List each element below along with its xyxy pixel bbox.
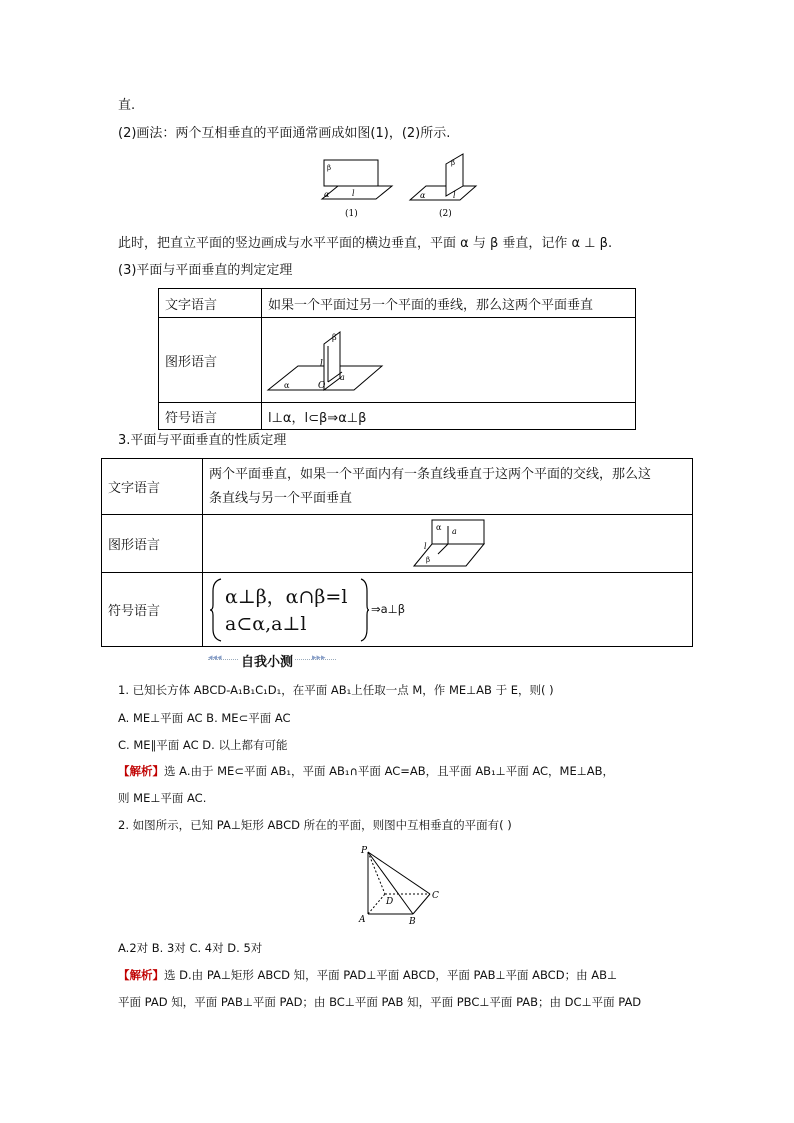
text-line: (3)平面与平面垂直的判定定理 — [118, 263, 293, 278]
figure-caption: (2) — [439, 209, 452, 219]
analysis-tag: 【解析】 — [118, 764, 164, 778]
l-label: l — [453, 191, 456, 200]
answer-line: 则 ME⊥平面 AC. — [118, 791, 207, 805]
beta-label: β — [451, 159, 456, 167]
a-label: a — [340, 373, 345, 382]
l-label: l — [320, 359, 323, 369]
property-figure — [408, 516, 488, 568]
answer-line — [118, 966, 617, 984]
text-line: 直. — [118, 98, 136, 113]
cell-label: 文字语言 — [102, 459, 203, 515]
cell-text — [203, 459, 693, 515]
alpha-label: α — [420, 191, 426, 200]
answer-line — [118, 762, 614, 780]
point-label: D — [386, 897, 394, 907]
judgement-theorem-table — [158, 288, 636, 430]
text-line: 3.平面与平面垂直的性质定理 — [118, 433, 287, 448]
cell-label: 图形语言 — [159, 318, 262, 403]
question-stem: 2. 如图所示，已知 PA⊥矩形 ABCD 所在的平面，则图中互相垂直的平面有( ) — [118, 818, 512, 832]
alpha-label: α — [324, 190, 330, 199]
analysis-tag: 【解析】 — [118, 968, 164, 982]
cell-label: 图形语言 — [102, 515, 203, 573]
point-label: B — [409, 917, 416, 927]
answer-text: 选 D.由 PA⊥矩形 ABCD 知，平面 PAD⊥平面 ABCD，平面 PAB⊥平面 ABCD；由 AB⊥ — [164, 968, 617, 982]
symbol-block — [209, 575, 686, 645]
question-options: A.2对 B. 3对 C. 4对 D. 5对 — [118, 941, 263, 955]
cell-text: 如果一个平面过另一个平面的垂线，那么这两个平面垂直 — [262, 289, 636, 318]
alpha-label: α — [284, 381, 290, 390]
symbol-line-1: α⊥β，α∩β=l — [225, 585, 348, 608]
cell-label: 符号语言 — [159, 403, 262, 430]
cell-label: 文字语言 — [159, 289, 262, 318]
point-label: A — [359, 915, 366, 925]
question-stem: 1. 已知长方体 ABCD-A₁B₁C₁D₁，在平面 AB₁上任取一点 M，作 ME⊥AB 于 E，则( ) — [118, 683, 554, 697]
section-title: 自我小测 — [239, 651, 295, 670]
l-label: l — [423, 541, 427, 551]
question-options: A. ME⊥平面 AC B. ME⊂平面 AC — [118, 711, 291, 725]
point-label: C — [432, 891, 439, 901]
cell-label: 符号语言 — [102, 573, 203, 647]
figure-cell — [262, 318, 636, 403]
l-label: l — [352, 189, 355, 198]
a-label: a — [451, 526, 457, 536]
text-line: 此时，把直立平面的竖边画成与水平平面的横边垂直，平面 α 与 β 垂直，记作 α ⊥ β. — [118, 236, 613, 251]
figure-cell — [203, 515, 693, 573]
answer-line: 平面 PAD 知，平面 PAB⊥平面 PAD；由 BC⊥平面 PAB 知，平面 PBC⊥平面 PAB；由 DC⊥平面 PAD — [118, 995, 642, 1009]
perpendicular-planes-figures — [308, 152, 484, 222]
point-label: P — [361, 846, 368, 856]
cell-symbol: l⊥α，l⊂β⇒α⊥β — [262, 403, 636, 430]
symbol-cell — [203, 573, 693, 647]
right-arrows-icon: ▸▸▸ — [312, 653, 326, 663]
question-options: C. ME∥平面 AC D. 以上都有可能 — [118, 738, 288, 752]
cell-text-line: 两个平面垂直，如果一个平面内有一条直线垂直于这两个平面的交线，那么这 — [209, 466, 652, 482]
symbol-result: ⇒a⊥β — [371, 601, 406, 616]
beta-label: β — [327, 164, 332, 172]
cell-text-line: 条直线与另一个平面垂直 — [209, 490, 353, 506]
beta-label: β — [425, 555, 430, 564]
o-label: O — [318, 381, 326, 391]
property-theorem-table — [101, 458, 693, 647]
text-line: (2)画法：两个互相垂直的平面通常画成如图(1)，(2)所示. — [118, 126, 451, 141]
answer-text: 选 A.由于 ME⊂平面 AB₁，平面 AB₁∩平面 AC=AB，且平面 AB₁⊥平面 AC，ME⊥AB， — [164, 764, 615, 778]
left-arrows-icon: ◂◂◂ — [208, 653, 222, 663]
left-brace — [209, 577, 223, 643]
section-header — [208, 652, 336, 668]
right-brace — [359, 577, 369, 643]
figure-caption: (1) — [345, 209, 358, 219]
alpha-label: α — [435, 522, 441, 532]
symbol-line-2: a⊂α,a⊥l — [225, 612, 307, 635]
pyramid-figure — [356, 842, 446, 928]
beta-label: β — [332, 333, 337, 342]
judgement-figure — [262, 318, 402, 398]
